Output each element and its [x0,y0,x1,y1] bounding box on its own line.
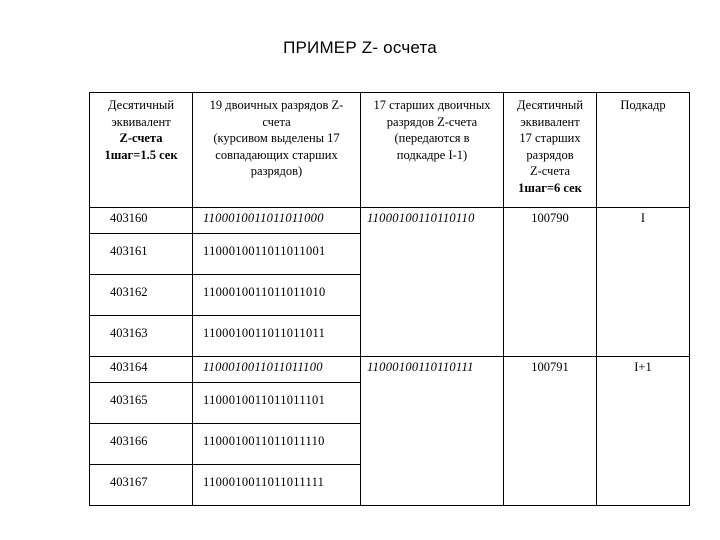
decimal-value: 403164 [90,357,193,383]
decimal-value: 403167 [90,465,193,506]
header-decimal-17-bits: Десятичный эквивалент 17 старших разрядов Z-счета 1шаг=6 сек [504,93,597,208]
header-19-bits: 19 двоичных разрядов Z- счета (курсивом выделены 17 совпадающих старших разрядов) [193,93,361,208]
decimal-17-value: 100790 [504,208,597,357]
header-row [90,93,690,208]
table-row [90,357,690,383]
table-row [90,208,690,234]
binary-19-value: 1100010011011011011 [193,316,361,357]
decimal-value: 403160 [90,208,193,234]
binary-19-value: 1100010011011011101 [193,383,361,424]
binary-19-value: 1100010011011011100 [193,357,361,383]
header-decimal-equivalent: Десятичный эквивалент Z-счета 1шаг=1.5 сек [90,93,193,208]
decimal-value: 403166 [90,424,193,465]
header-17-high-bits: 17 старших двоичных разрядов Z-счета (передаются в подкадре I-1) [361,93,504,208]
subframe-value: I+1 [597,357,690,506]
decimal-value: 403162 [90,275,193,316]
subframe-value: I [597,208,690,357]
binary-19-value: 1100010011011011010 [193,275,361,316]
page-title: ПРИМЕР Z- осчета [283,38,437,57]
decimal-value: 403165 [90,383,193,424]
binary-19-value: 1100010011011011111 [193,465,361,506]
decimal-value: 403161 [90,234,193,275]
binary-19-value: 1100010011011011000 [193,208,361,234]
decimal-value: 403163 [90,316,193,357]
binary-19-value: 1100010011011011110 [193,424,361,465]
binary-17-value: 11000100110110110 [361,208,504,357]
binary-19-value: 1100010011011011001 [193,234,361,275]
z-count-table [89,92,690,506]
header-subframe: Подкадр [597,93,690,208]
decimal-17-value: 100791 [504,357,597,506]
binary-17-value: 11000100110110111 [361,357,504,506]
